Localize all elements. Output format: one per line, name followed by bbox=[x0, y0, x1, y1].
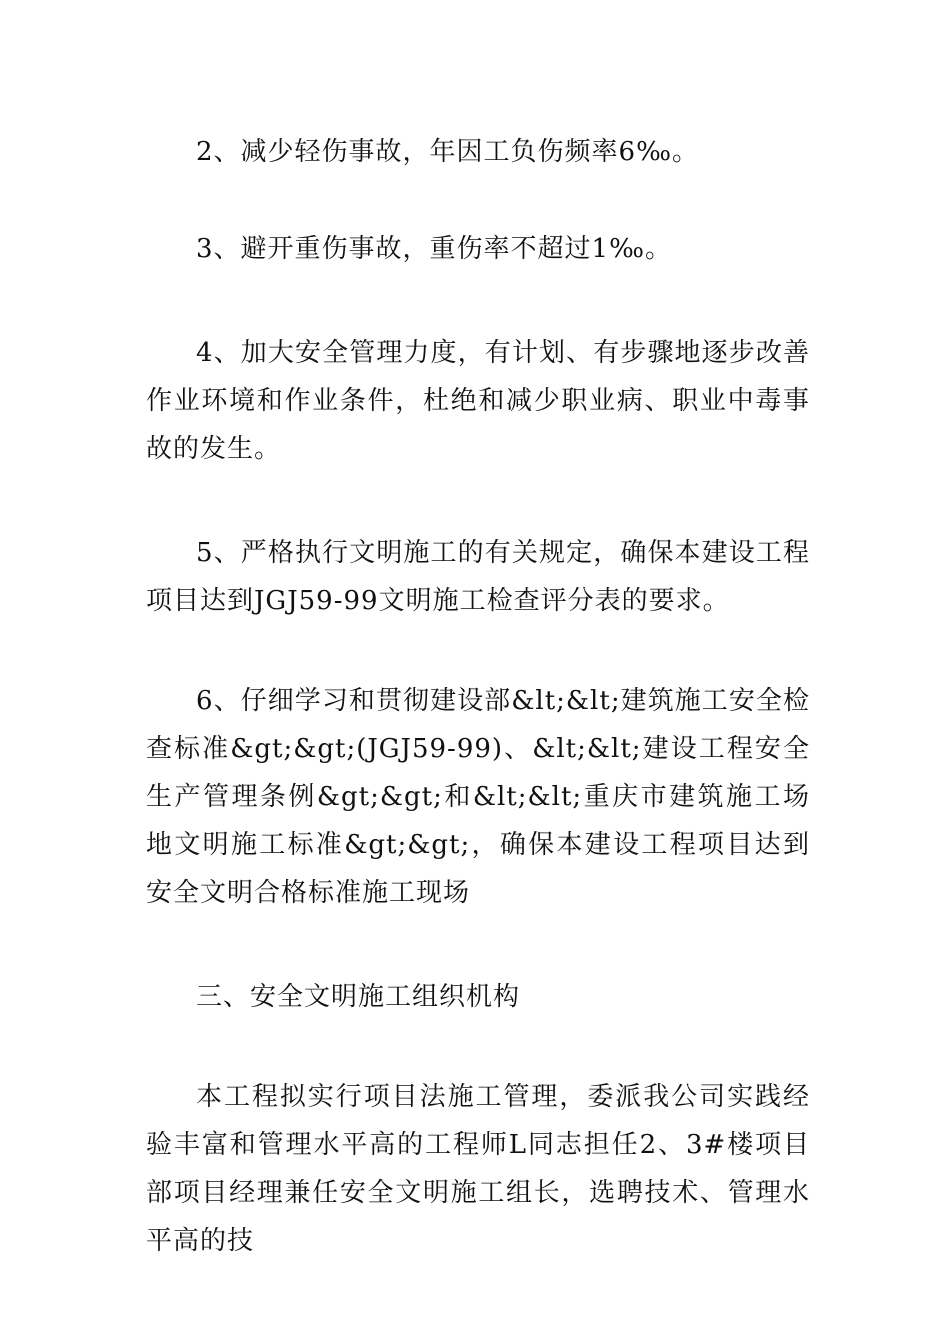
paragraph-goal-4: 4、加大安全管理力度，有计划、有步骤地逐步改善作业环境和作业条件，杜绝和减少职业病、职业中毒事故的发生。 bbox=[146, 338, 810, 464]
paragraph-goal-6: 6、仔细学习和贯彻建设部&lt;&lt;建筑施工安全检查标准&gt;&gt;(JGJ59-99)、&lt;&lt;建设工程安全生产管理条例&gt;&gt;和&lt;&lt;重庆市建筑施工场地文明施工标准&gt;&gt;，确保本建设工程项目达到安全文明合格标准施工现场 bbox=[146, 686, 810, 908]
paragraph-organization: 本工程拟实行项目法施工管理，委派我公司实践经验丰富和管理水平高的工程师L同志担任2、3#楼项目部项目经理兼任安全文明施工组长，选聘技术、管理水平高的技 bbox=[146, 1082, 810, 1256]
section-heading: 三、安全文明施工组织机构 bbox=[196, 982, 521, 1012]
paragraph-goal-5: 5、严格执行文明施工的有关规定，确保本建设工程项目达到JGJ59-99文明施工检查评分表的要求。 bbox=[146, 538, 810, 616]
paragraph-goal-3: 3、避开重伤事故，重伤率不超过1‰。 bbox=[196, 234, 672, 264]
paragraph-goal-2: 2、减少轻伤事故，年因工负伤频率6‰。 bbox=[196, 137, 699, 167]
